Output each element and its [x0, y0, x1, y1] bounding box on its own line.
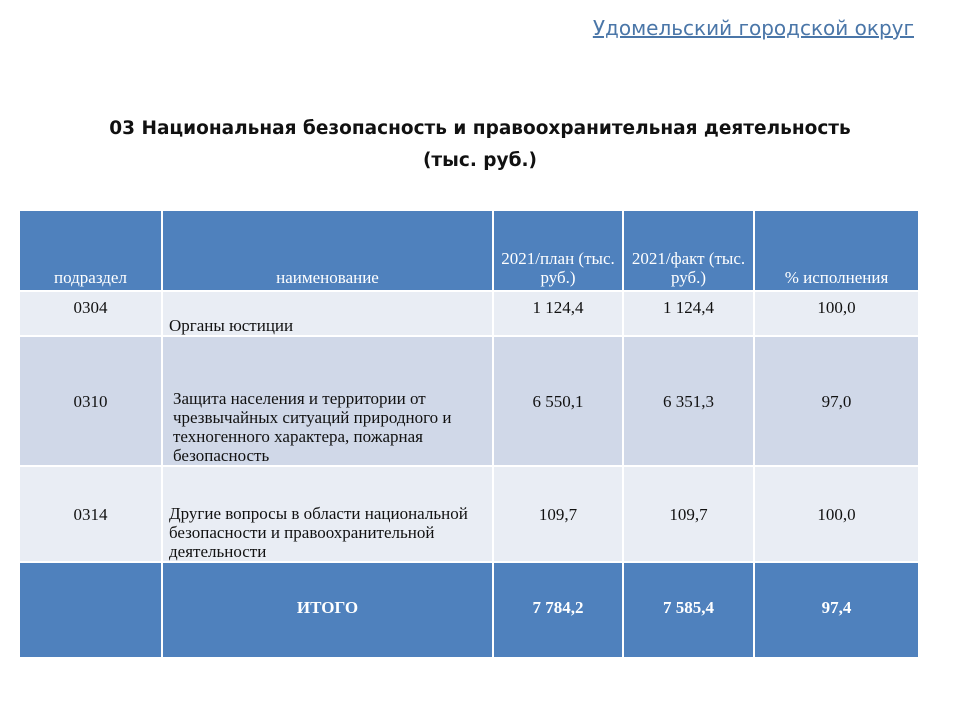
row-percent: 100,0	[754, 291, 919, 336]
row-fact: 109,7	[623, 466, 754, 562]
column-header-plan: 2021/план (тыс. руб.)	[493, 210, 623, 291]
total-code	[19, 562, 162, 658]
table-row	[19, 291, 919, 336]
table-row	[19, 336, 919, 466]
row-name: Органы юстиции	[162, 291, 493, 336]
row-code: 0304	[19, 291, 162, 336]
row-plan: 1 124,4	[493, 291, 623, 336]
row-percent: 97,0	[754, 336, 919, 466]
total-plan: 7 784,2	[493, 562, 623, 658]
page-title-units: (тыс. руб.)	[422, 150, 538, 171]
column-header-fact: 2021/факт (тыс. руб.)	[623, 210, 754, 291]
row-plan: 109,7	[493, 466, 623, 562]
row-plan: 6 550,1	[493, 336, 623, 466]
row-percent: 100,0	[754, 466, 919, 562]
page-title	[0, 113, 960, 177]
row-name: Защита населения и территории от чрезвычайных ситуаций природного и техногенного характера, пожарная безопасность	[162, 336, 493, 466]
row-fact: 6 351,3	[623, 336, 754, 466]
total-row	[19, 562, 919, 658]
row-code: 0310	[19, 336, 162, 466]
column-header-percent: % исполнения	[754, 210, 919, 291]
table-row	[19, 466, 919, 562]
total-fact: 7 585,4	[623, 562, 754, 658]
total-percent: 97,4	[754, 562, 919, 658]
page-title-line1: 03 Национальная безопасность и правоохранительная деятельность	[109, 118, 851, 139]
row-fact: 1 124,4	[623, 291, 754, 336]
budget-table	[18, 209, 920, 659]
total-label: ИТОГО	[162, 562, 493, 658]
column-header-name: наименование	[162, 210, 493, 291]
column-header-subsection: подраздел	[19, 210, 162, 291]
region-link[interactable]: Удомельский городской округ	[592, 16, 914, 40]
row-code: 0314	[19, 466, 162, 562]
row-name: Другие вопросы в области национальной безопасности и правоохранительной деятельности	[162, 466, 493, 562]
table-header-row	[19, 210, 919, 291]
